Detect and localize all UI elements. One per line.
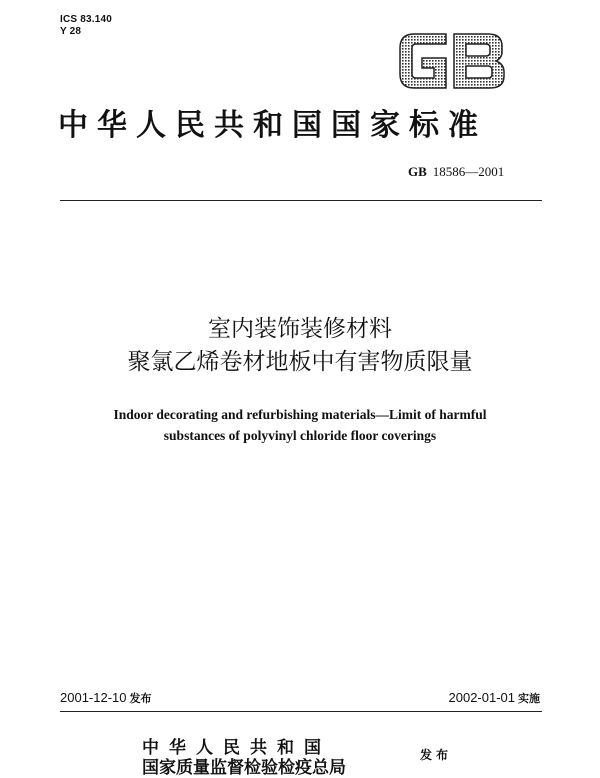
- ics-code: ICS 83.140: [60, 14, 113, 25]
- gb-logo: [396, 30, 508, 92]
- classification-codes: [60, 14, 112, 38]
- bottom-divider: [60, 711, 542, 712]
- class-code: Y 28: [60, 26, 82, 37]
- implementation-date-value: 2002-01-01: [448, 690, 515, 705]
- standard-number-prefix: GB: [408, 164, 427, 179]
- standard-number-value: 18586—2001: [432, 164, 505, 179]
- national-standard-title: 中华人民共和国国家标准: [58, 108, 487, 143]
- publish-label: 发布: [420, 748, 453, 762]
- title-zh-line-2: 聚氯乙烯卷材地板中有害物质限量: [127, 349, 473, 375]
- implementation-date: [449, 690, 541, 706]
- title-en-line-2: substances of polyvinyl chloride floor coverings: [163, 428, 437, 443]
- document-title-chinese: [0, 313, 600, 379]
- implementation-date-label: 实施: [518, 692, 540, 705]
- title-zh-line-1: 室内装饰装修材料: [208, 316, 392, 342]
- issue-date-value: 2001-12-10: [60, 690, 127, 705]
- issuer-line-1: 中华人民共和国: [142, 738, 331, 758]
- top-divider: [60, 200, 542, 201]
- issue-date-label: 发布: [129, 692, 152, 705]
- document-title-english: [0, 404, 600, 446]
- title-en-line-1: Indoor decorating and refurbishing materials—Limit of harmful: [113, 407, 487, 422]
- issue-date: [60, 690, 152, 706]
- standard-number: [408, 164, 504, 180]
- issuing-authority: [142, 738, 346, 778]
- issuer-line-2: 国家质量监督检验检疫总局: [142, 758, 346, 778]
